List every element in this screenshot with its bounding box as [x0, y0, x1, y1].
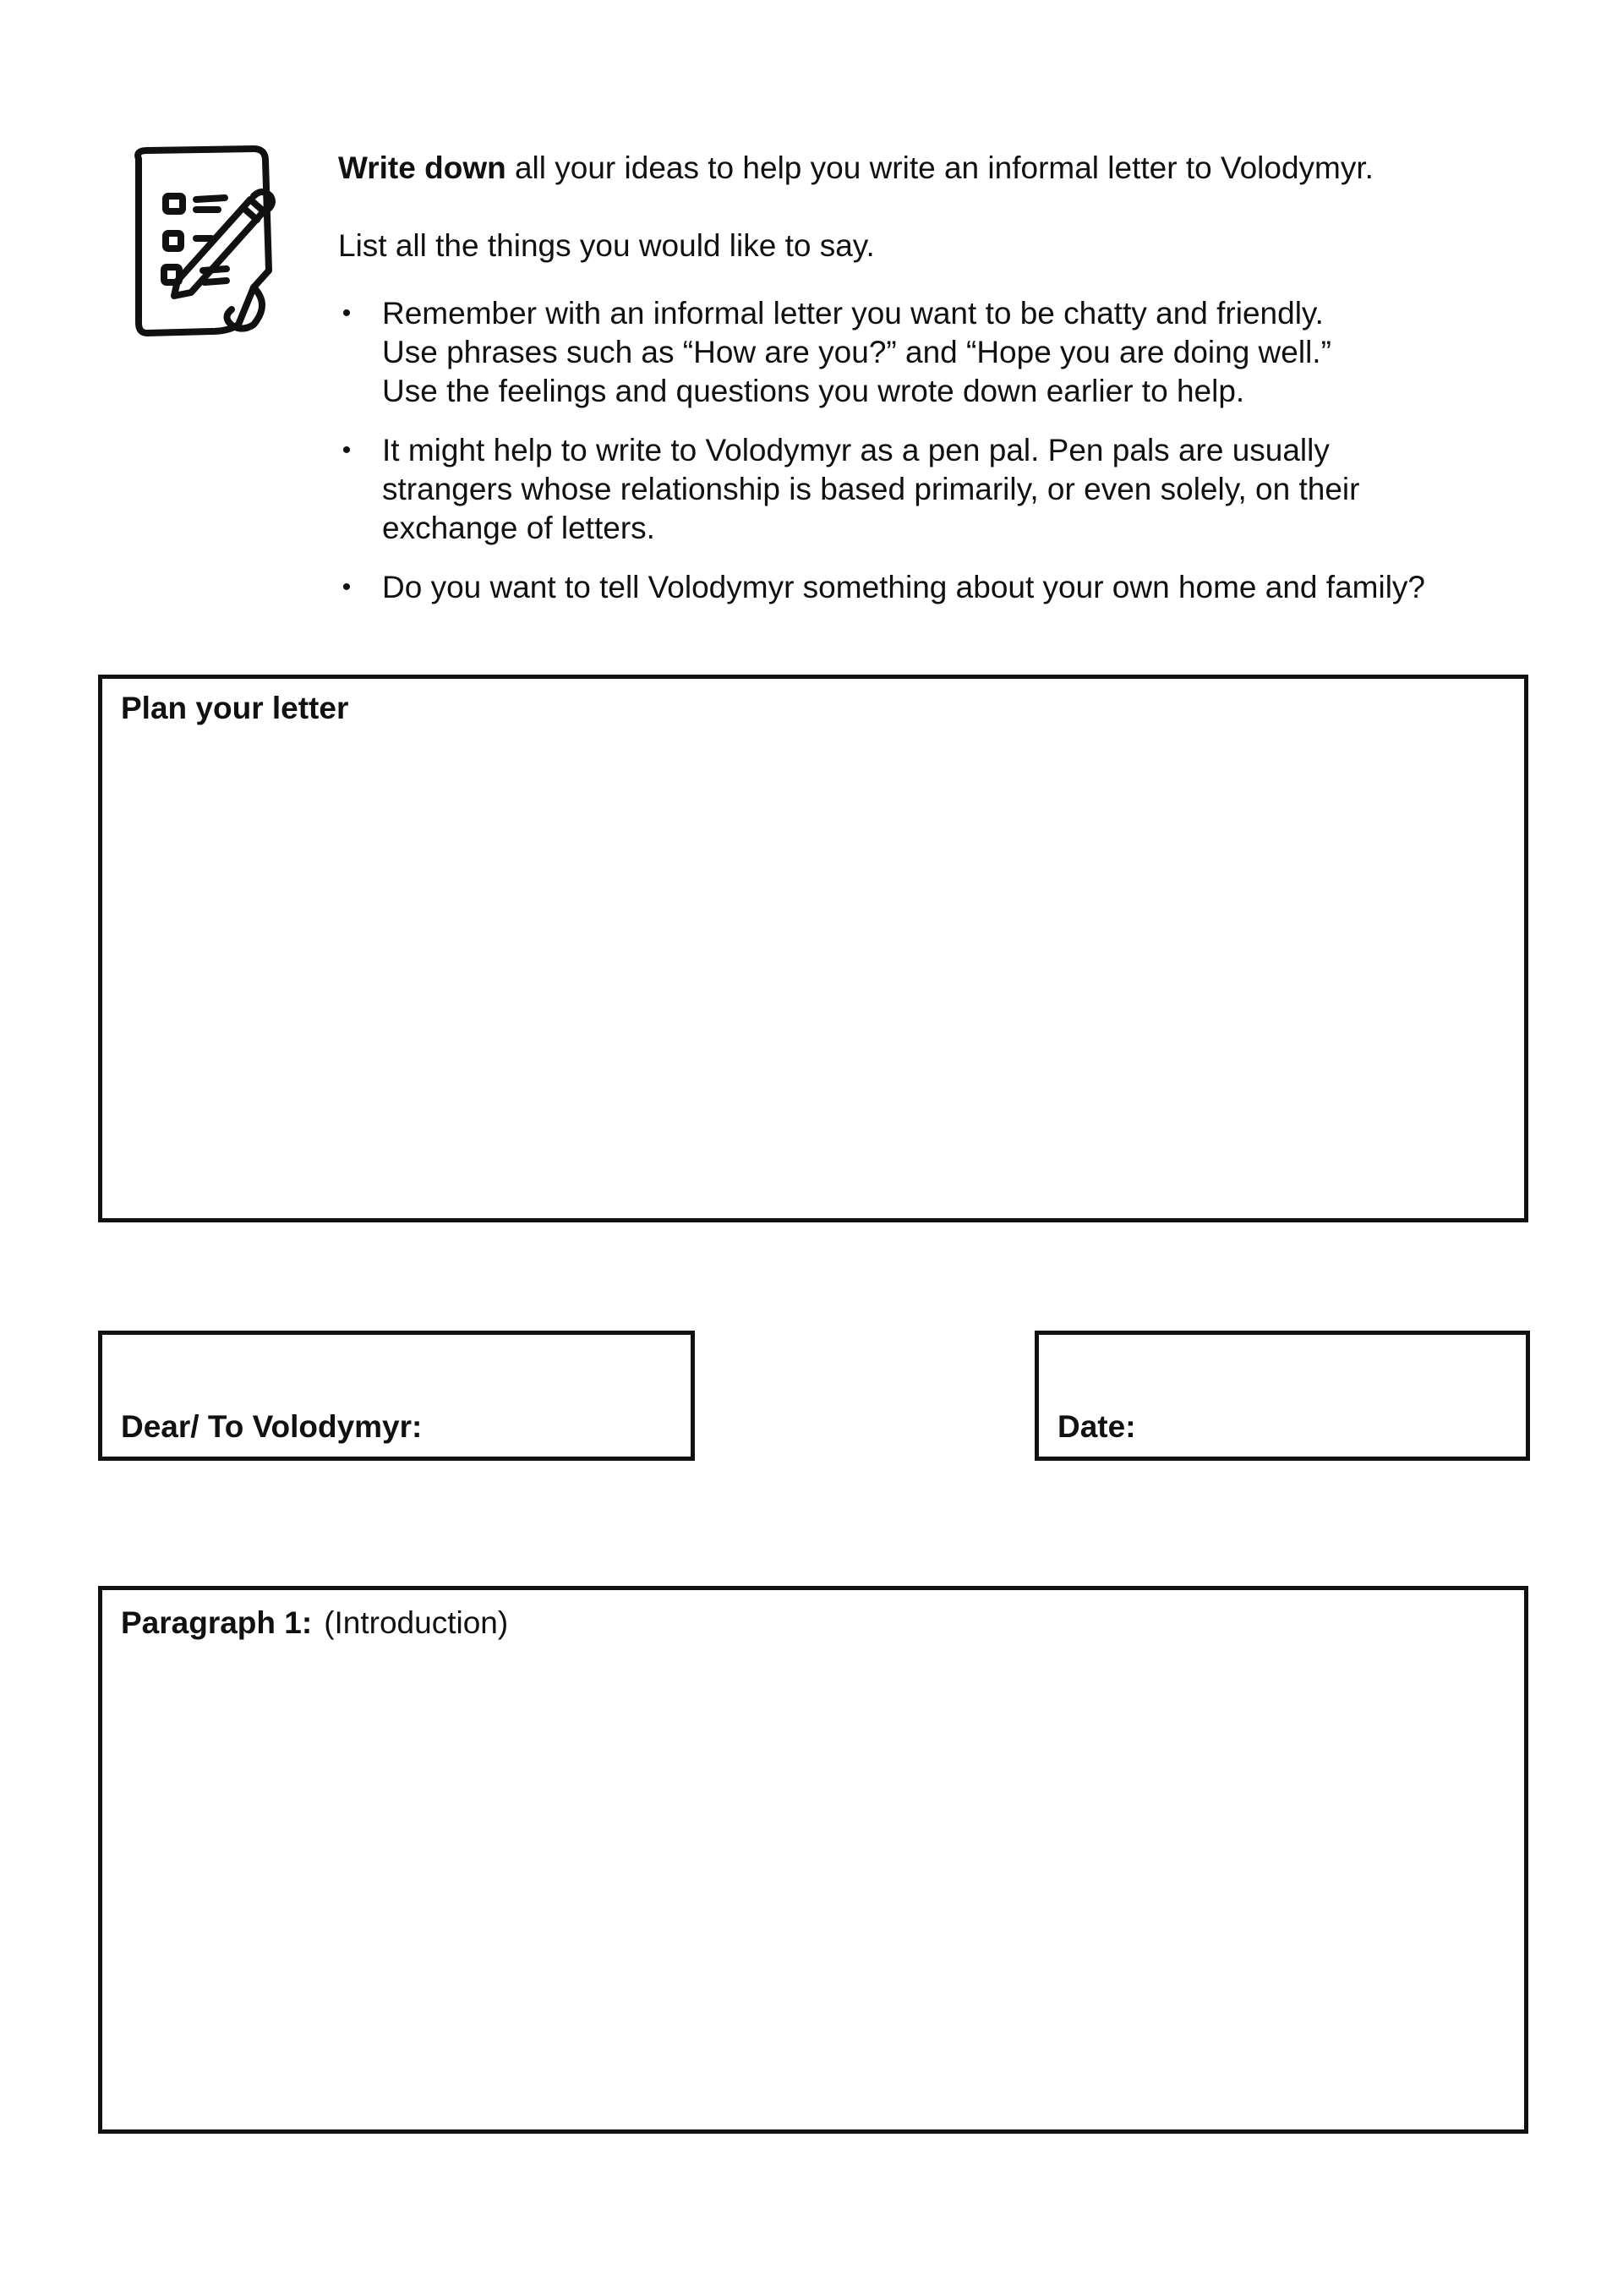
intro-heading: [338, 149, 1538, 188]
paragraph-1-title: Paragraph 1:: [121, 1605, 313, 1640]
dear-recipient-box[interactable]: [98, 1331, 695, 1461]
instructions: [338, 149, 1538, 627]
paragraph-1-subtitle: (Introduction): [324, 1605, 509, 1640]
list-item: [338, 431, 1538, 548]
list-item: [338, 294, 1538, 411]
intro-heading-bold: Write down: [338, 150, 506, 185]
paragraph-1-label: [121, 1605, 508, 1641]
list-item-line: strangers whose relationship is based primarily, or even solely, on their: [382, 472, 1360, 506]
list-item-line: Remember with an informal letter you want to be chatty and friendly.: [382, 296, 1324, 331]
list-item-line: Do you want to tell Volodymyr something about your own home and family?: [382, 570, 1425, 604]
date-label: Date:: [1057, 1409, 1136, 1444]
bullet-icon: •: [342, 436, 352, 464]
list-item: [338, 568, 1538, 607]
list-item-line: exchange of letters.: [382, 511, 655, 545]
tips-list: [338, 294, 1538, 607]
bullet-icon: •: [342, 573, 352, 601]
list-item-line: Use phrases such as “How are you?” and “Hope you are doing well.”: [382, 335, 1331, 369]
intro-heading-rest: all your ideas to help you write an informal letter to Volodymyr.: [505, 150, 1374, 185]
list-item-line: Use the feelings and questions you wrote down earlier to help.: [382, 374, 1245, 408]
bullet-icon: •: [342, 299, 352, 327]
paragraph-1-box[interactable]: [98, 1586, 1528, 2134]
date-box[interactable]: [1035, 1331, 1530, 1461]
checklist-pencil-icon: [127, 144, 287, 347]
plan-letter-label: Plan your letter: [121, 691, 349, 725]
plan-letter-box[interactable]: [98, 675, 1528, 1222]
list-intro: List all the things you would like to say.: [338, 228, 875, 263]
dear-recipient-label: Dear/ To Volodymyr:: [121, 1409, 423, 1444]
list-item-line: It might help to write to Volodymyr as a pen pal. Pen pals are usually: [382, 433, 1330, 467]
